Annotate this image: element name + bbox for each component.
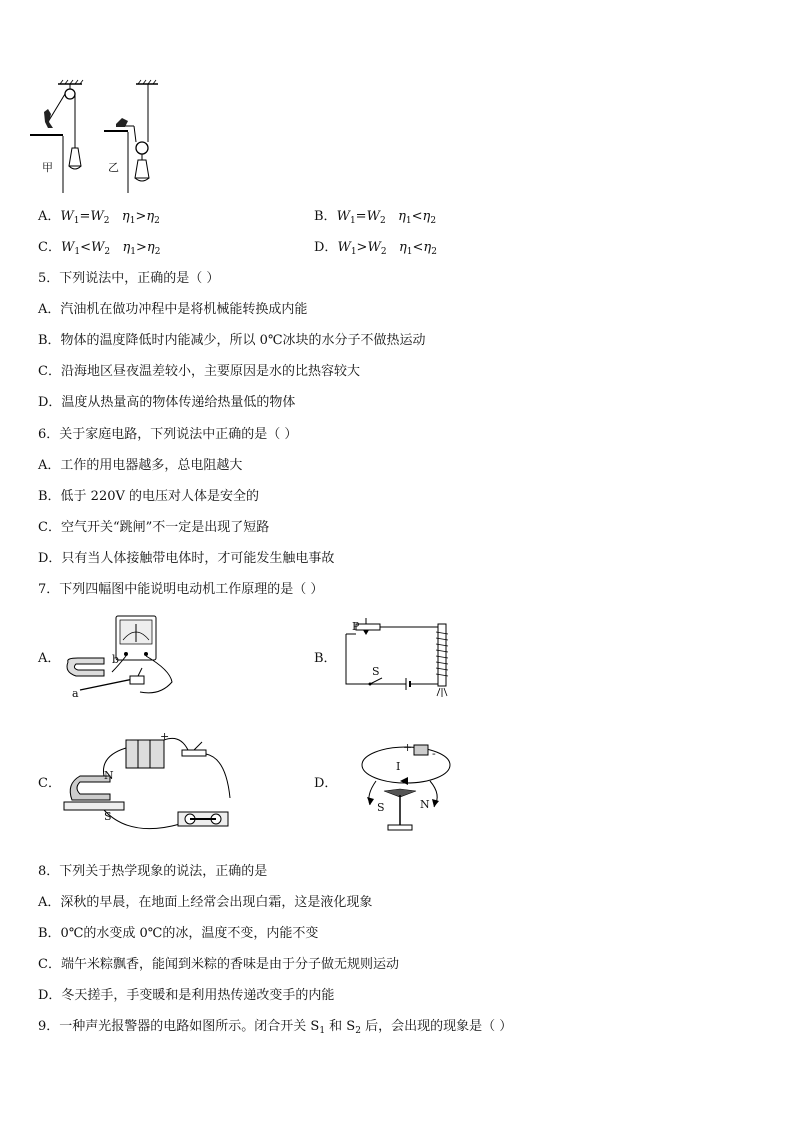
q7-figd-label-n: N	[420, 798, 430, 811]
q7-option-d[interactable]: D．	[314, 776, 338, 791]
q6-option-b[interactable]: B．低于 220V 的电压对人体是安全的	[38, 489, 260, 504]
fig-label-yi: 乙	[108, 161, 119, 174]
q4-option-b[interactable]: B．$W_1=W_2$ $\eta_1<\eta_2$	[314, 209, 437, 226]
q7-figc-label-n: N	[104, 769, 114, 782]
q7-figc-label-minus: -	[127, 733, 131, 746]
q7-option-b[interactable]: B．	[314, 651, 337, 666]
q8-option-c[interactable]: C．端午米粽飘香，能闻到米粽的香味是由于分子做无规则运动	[38, 957, 399, 972]
q8-option-d[interactable]: D．冬天搓手，手变暖和是利用热传递改变手的内能	[38, 988, 335, 1003]
fig-label-jia: 甲	[42, 161, 53, 174]
q5-option-c[interactable]: C．沿海地区昼夜温差较小，主要原因是水的比热容较大	[38, 364, 360, 379]
q7-option-a[interactable]: A．	[38, 651, 61, 666]
q8-option-a[interactable]: A．深秋的早晨，在地面上经常会出现白霜，这是液化现象	[38, 895, 373, 910]
q7-figa-label-b: b	[112, 653, 120, 666]
q6-option-c[interactable]: C．空气开关“跳闸”不一定是出现了短路	[38, 520, 270, 535]
q8-option-b[interactable]: B．0℃的水变成 0℃的冰，温度不变，内能不变	[38, 926, 319, 941]
q8-stem: 8．下列关于热学现象的说法，正确的是	[38, 864, 268, 879]
q7-figa-label-a: a	[72, 687, 79, 700]
q7-figure-a-galvanometer	[60, 610, 190, 705]
q7-stem: 7．下列四幅图中能说明电动机工作原理的是（ ）	[38, 582, 324, 597]
q7-figd-label-plus: +	[403, 741, 413, 754]
q7-figd-label-minus: -	[432, 747, 436, 760]
q9-stem: 9．一种声光报警器的电路如图所示。闭合开关 $S_1$ 和 $S_2$ 后，会出现的现象是（ ）	[38, 1019, 513, 1036]
q5-option-b[interactable]: B．物体的温度降低时内能减少，所以 0℃冰块的水分子不做热运动	[38, 333, 426, 348]
q4-option-a[interactable]: A．$W_1=W_2$ $\eta_1>\eta_2$	[38, 209, 160, 226]
q5-option-d[interactable]: D．温度从热量高的物体传递给热量低的物体	[38, 395, 296, 410]
q7-figd-label-s: S	[377, 801, 385, 814]
q7-figd-label-i: I	[396, 760, 401, 773]
q7-figb-label-s: S	[372, 665, 380, 678]
q6-option-d[interactable]: D．只有当人体接触带电体时，才可能发生触电事故	[38, 551, 335, 566]
q6-option-a[interactable]: A．工作的用电器越多，总电阻越大	[38, 458, 243, 473]
q4-option-d[interactable]: D．$W_1>W_2$ $\eta_1<\eta_2$	[314, 240, 437, 257]
q4-pulley-figure	[30, 78, 170, 198]
q7-figc-label-plus: +	[160, 730, 170, 743]
q6-stem: 6．关于家庭电路，下列说法中正确的是（ ）	[38, 427, 298, 442]
q7-figb-label-p: P	[352, 620, 360, 633]
q5-option-a[interactable]: A．汽油机在做功冲程中是将机械能转换成内能	[38, 302, 308, 317]
q7-option-c[interactable]: C．	[38, 776, 61, 791]
q7-figure-d-oersted	[360, 735, 470, 840]
q7-figc-label-s: S	[104, 810, 112, 823]
q5-stem: 5．下列说法中，正确的是（ ）	[38, 271, 220, 286]
q4-option-c[interactable]: C．$W_1<W_2$ $\eta_1>\eta_2$	[38, 240, 161, 257]
